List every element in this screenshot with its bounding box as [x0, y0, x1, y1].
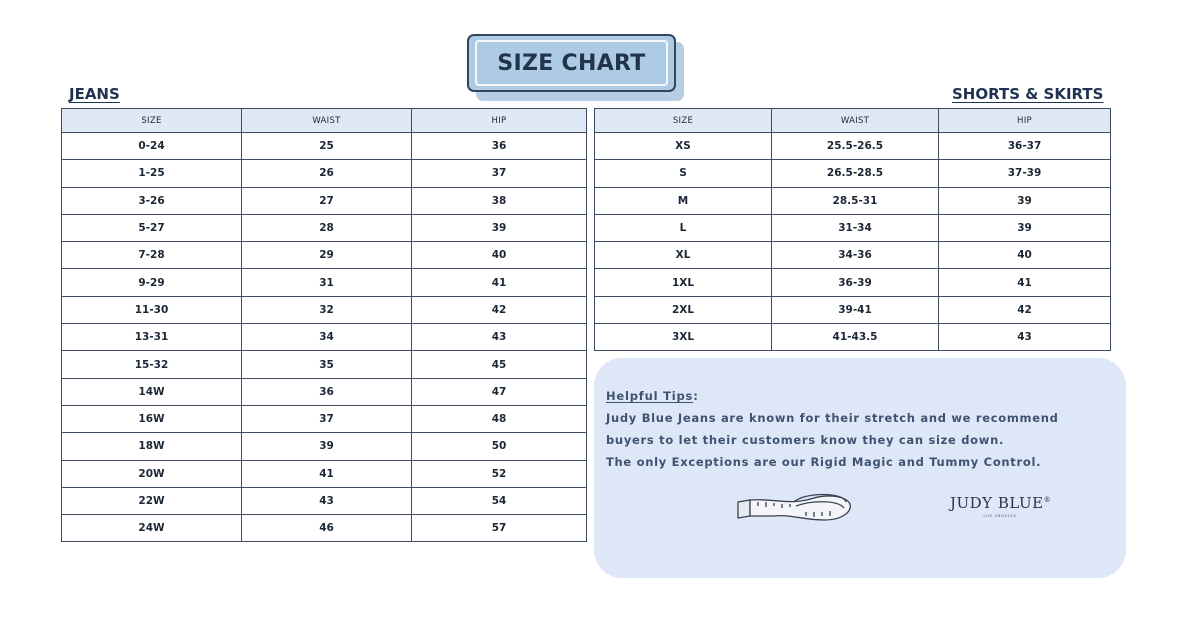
jeans-size-table — [61, 108, 587, 542]
jeans-size-cell: 11-30 — [62, 296, 242, 323]
size-chart-title — [467, 34, 676, 92]
shorts-size-cell: XL — [595, 242, 772, 269]
brand-trademark: ® — [1043, 496, 1052, 504]
jeans-size-cell: 0-24 — [62, 133, 242, 160]
shorts-hip-cell: 42 — [939, 296, 1111, 323]
helpful-tips-panel — [594, 358, 1126, 578]
measuring-tape-icon — [734, 488, 854, 528]
table-row — [62, 351, 587, 378]
table-row — [595, 296, 1111, 323]
jeans-size-cell: 3-26 — [62, 187, 242, 214]
shorts-waist-cell: 36-39 — [772, 269, 939, 296]
jeans-waist-cell: 39 — [242, 433, 412, 460]
shorts-skirts-size-table — [594, 108, 1111, 351]
jeans-waist-cell: 28 — [242, 214, 412, 241]
jeans-hip-cell: 41 — [412, 269, 587, 296]
jeans-hip-cell: 47 — [412, 378, 587, 405]
table-row — [62, 296, 587, 323]
jeans-waist-cell: 36 — [242, 378, 412, 405]
jeans-size-cell: 24W — [62, 515, 242, 542]
shorts-hip-cell: 36-37 — [939, 133, 1111, 160]
shorts-waist-cell: 34-36 — [772, 242, 939, 269]
tips-heading-colon: : — [693, 389, 699, 403]
shorts-hip-cell: 39 — [939, 214, 1111, 241]
brand-name-text: JUDY BLUE — [950, 494, 1044, 512]
tips-line: The only Exceptions are our Rigid Magic and Tummy Control. — [606, 455, 1042, 469]
jeans-waist-cell: 26 — [242, 160, 412, 187]
jeans-size-cell: 9-29 — [62, 269, 242, 296]
jeans-waist-cell: 43 — [242, 487, 412, 514]
table-row — [62, 133, 587, 160]
shorts-header-waist: WAIST — [772, 109, 939, 133]
table-row — [62, 378, 587, 405]
judy-blue-logo — [950, 494, 1050, 524]
table-row — [62, 242, 587, 269]
jeans-size-cell: 7-28 — [62, 242, 242, 269]
size-chart-title-text: SIZE CHART — [497, 50, 646, 76]
jeans-waist-cell: 37 — [242, 405, 412, 432]
jeans-size-cell: 22W — [62, 487, 242, 514]
table-row — [62, 214, 587, 241]
shorts-size-cell: 2XL — [595, 296, 772, 323]
table-row — [595, 324, 1111, 351]
jeans-waist-cell: 29 — [242, 242, 412, 269]
brand-name — [950, 494, 1050, 512]
shorts-size-cell: S — [595, 160, 772, 187]
shorts-hip-cell: 41 — [939, 269, 1111, 296]
shorts-hip-cell: 43 — [939, 324, 1111, 351]
shorts-waist-cell: 31-34 — [772, 214, 939, 241]
jeans-header-size: SIZE — [62, 109, 242, 133]
jeans-waist-cell: 41 — [242, 460, 412, 487]
jeans-waist-cell: 34 — [242, 324, 412, 351]
table-row — [62, 487, 587, 514]
jeans-size-cell: 18W — [62, 433, 242, 460]
jeans-size-cell: 5-27 — [62, 214, 242, 241]
jeans-hip-cell: 54 — [412, 487, 587, 514]
table-row — [62, 405, 587, 432]
shorts-hip-cell: 39 — [939, 187, 1111, 214]
jeans-hip-cell: 50 — [412, 433, 587, 460]
table-row — [62, 460, 587, 487]
jeans-hip-cell: 48 — [412, 405, 587, 432]
jeans-size-cell: 16W — [62, 405, 242, 432]
table-row — [595, 133, 1111, 160]
jeans-hip-cell: 52 — [412, 460, 587, 487]
tips-heading-label: Helpful Tips — [606, 389, 694, 403]
jeans-waist-cell: 25 — [242, 133, 412, 160]
jeans-hip-cell: 36 — [412, 133, 587, 160]
jeans-waist-cell: 46 — [242, 515, 412, 542]
shorts-waist-cell: 28.5-31 — [772, 187, 939, 214]
shorts-waist-cell: 25.5-26.5 — [772, 133, 939, 160]
jeans-hip-cell: 38 — [412, 187, 587, 214]
jeans-hip-cell: 42 — [412, 296, 587, 323]
table-row — [62, 160, 587, 187]
table-row — [595, 269, 1111, 296]
jeans-header-waist: WAIST — [242, 109, 412, 133]
table-row — [62, 269, 587, 296]
jeans-hip-cell: 39 — [412, 214, 587, 241]
jeans-hip-cell: 40 — [412, 242, 587, 269]
jeans-hip-cell: 57 — [412, 515, 587, 542]
tips-line: Judy Blue Jeans are known for their stretch and we recommend — [606, 411, 1059, 425]
shorts-size-cell: 1XL — [595, 269, 772, 296]
shorts-size-cell: M — [595, 187, 772, 214]
shorts-waist-cell: 26.5-28.5 — [772, 160, 939, 187]
shorts-hip-cell: 40 — [939, 242, 1111, 269]
table-row — [595, 187, 1111, 214]
table-row — [62, 433, 587, 460]
jeans-waist-cell: 35 — [242, 351, 412, 378]
jeans-waist-cell: 31 — [242, 269, 412, 296]
brand-subline: LOS ANGELES — [983, 514, 1017, 518]
jeans-size-cell: 14W — [62, 378, 242, 405]
table-row — [595, 160, 1111, 187]
jeans-hip-cell: 43 — [412, 324, 587, 351]
shorts-header-size: SIZE — [595, 109, 772, 133]
tips-heading — [606, 389, 699, 403]
shorts-hip-cell: 37-39 — [939, 160, 1111, 187]
jeans-hip-cell: 37 — [412, 160, 587, 187]
jeans-header-hip: HIP — [412, 109, 587, 133]
shorts-header-row — [595, 109, 1111, 133]
shorts-waist-cell: 39-41 — [772, 296, 939, 323]
jeans-size-cell: 13-31 — [62, 324, 242, 351]
jeans-size-cell: 15-32 — [62, 351, 242, 378]
jeans-hip-cell: 45 — [412, 351, 587, 378]
shorts-size-cell: 3XL — [595, 324, 772, 351]
shorts-waist-cell: 41-43.5 — [772, 324, 939, 351]
shorts-size-cell: XS — [595, 133, 772, 160]
tips-line: buyers to let their customers know they can size down. — [606, 433, 1005, 447]
shorts-size-cell: L — [595, 214, 772, 241]
jeans-header-row — [62, 109, 587, 133]
jeans-size-cell: 20W — [62, 460, 242, 487]
jeans-waist-cell: 27 — [242, 187, 412, 214]
shorts-header-hip: HIP — [939, 109, 1111, 133]
jeans-waist-cell: 32 — [242, 296, 412, 323]
jeans-size-cell: 1-25 — [62, 160, 242, 187]
table-row — [62, 515, 587, 542]
table-row — [62, 187, 587, 214]
shorts-skirts-heading: SHORTS & SKIRTS — [952, 85, 1104, 103]
jeans-heading: JEANS — [69, 85, 120, 103]
table-row — [62, 324, 587, 351]
table-row — [595, 242, 1111, 269]
table-row — [595, 214, 1111, 241]
